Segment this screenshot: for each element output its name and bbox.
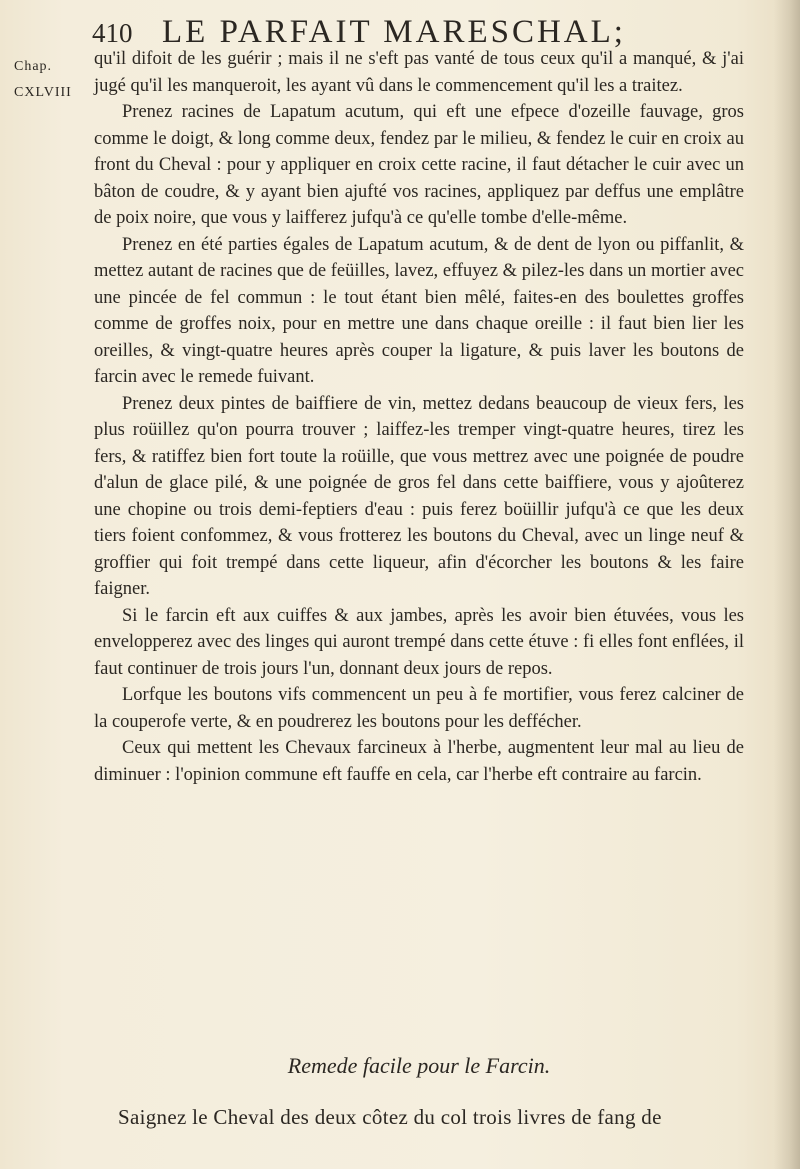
paragraph-couperose: Lorfque les boutons vifs commencent un peu à fe mortifier, vous ferez calciner de la couperofe verte, & en poudrerez les boutons pour les deffécher. (94, 685, 744, 732)
paragraph-legs-treatment: Si le farcin eft aux cuiffes & aux jambes, après les avoir bien étuvées, vous les envelopperez avec des linges qui auront trempé dans cette étuve : fi elles font enflées, il faut continuer de trois jours l'un, donnant deux jours de repos. (94, 605, 744, 679)
page-edge-shadow (774, 0, 800, 1169)
page-number: 410 (92, 18, 133, 48)
running-title: LE PARFAIT MARESCHAL; (162, 14, 626, 50)
margin-chap-label: Chap. (14, 59, 53, 74)
paragraph-lapatum-remedy: Prenez racines de Lapatum acutum, qui eft une efpece d'ozeille fauvage, gros comme le doigt, & long comme deux, fendez par le milieu, & fendez le cuir en croix au front du Cheval : pour y appliquer en croix cette racine, il faut détacher le cuir avec un bâton de coudre, & y ayant bien ajufté vos racines, appliquez par deffus une emplâtre de poix noire, que vous y laifferez jufqu'à ce qu'elle tombe d'elle-même. (94, 102, 744, 228)
paragraph-continuation: qu'il difoit de les guérir ; mais il ne s'eft pas vanté de tous ceux qu'il a manqué, & j'ai jugé qu'il les manqueroit, les ayant vû dans le commencement qu'il les a traitez. (94, 49, 744, 96)
paragraph-grass-warning: Ceux qui mettent les Chevaux farcineux à l'herbe, augmentent leur mal au lieu de diminuer : l'opinion commune eft fauffe en cela, car l'herbe eft contraire au farcin. (94, 738, 744, 785)
body-text (94, 46, 744, 788)
section-title: Remede facile pour le Farcin. (287, 1053, 551, 1078)
paragraph-summer-remedy: Prenez en été parties égales de Lapatum acutum, & de dent de lyon ou piffanlit, & mettez autant de racines que de feüilles, lavez, effuyez & pilez-les dans un mortier avec une pincée de fel commun : le tout étant bien mêlé, faites-en des boulettes groffes comme de groffes noix, pour en mettre une dans chaque oreille : il faut bien lier les oreilles, & vingt-quatre heures après couper la ligature, & puis laver les boutons de farcin avec le remede fuivant. (94, 234, 744, 387)
paragraph-wine-lees-remedy: Prenez deux pintes de baiffiere de vin, mettez dedans beaucoup de vieux fers, les plus roüillez qu'on pourra trouver ; laiffez-les tremper vingt-quatre heures, tirez les fers, & ratiffez bien fort toute la roüille, que vous mettrez avec une poignée de poudre d'alun de glace pilé, & une poignée de gros fel dans cette baiffiere, vous y ajoûterez une chopine ou trois demi-feptiers d'eau : puis ferez boüillir jufqu'à ce que les deux tiers foient confommez, & vous frotterez les boutons du Cheval, avec un linge neuf & groffier qui foit trempé dans cette liqueur, afin d'écorcher les boutons & les faire faigner. (94, 393, 744, 599)
margin-chap-number: CXLVIII (14, 85, 72, 100)
paragraph-bleeding-start: Saignez le Cheval des deux côtez du col trois livres de fang de (118, 1105, 662, 1129)
margin-chapter-note (14, 54, 74, 106)
